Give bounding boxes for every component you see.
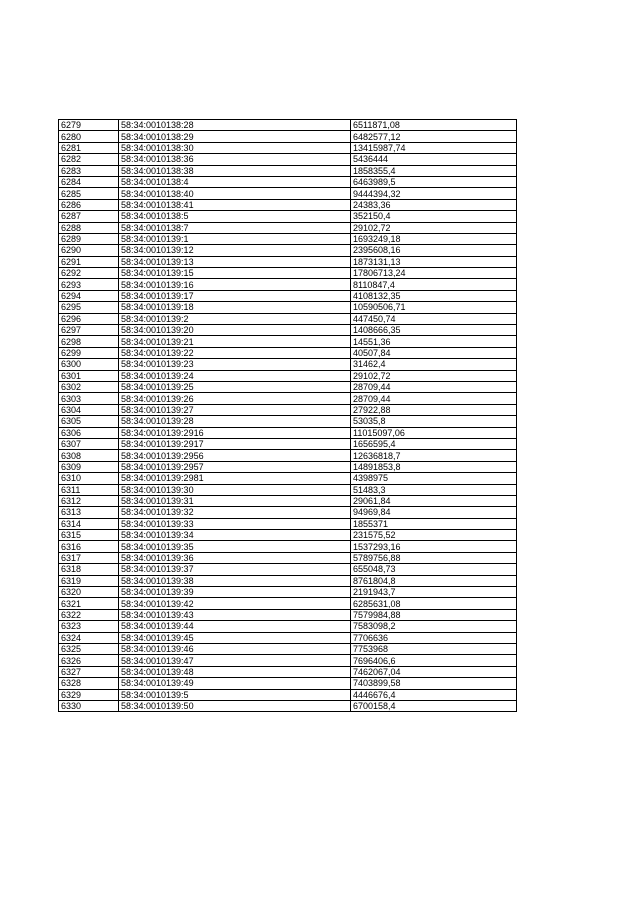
table-row — [59, 393, 517, 404]
table-row — [59, 427, 517, 438]
cadastral-number-cell: 58:34:0010138:28 — [119, 120, 351, 131]
row-number-cell: 6311 — [59, 484, 119, 495]
cadastral-number-cell: 58:34:0010139:45 — [119, 632, 351, 643]
value-cell: 29102,72 — [351, 370, 517, 381]
cadastral-number-cell: 58:34:0010139:49 — [119, 678, 351, 689]
value-cell: 7403899,58 — [351, 678, 517, 689]
table-row — [59, 632, 517, 643]
row-number-cell: 6301 — [59, 370, 119, 381]
table-row — [59, 541, 517, 552]
row-number-cell: 6297 — [59, 325, 119, 336]
table-row — [59, 461, 517, 472]
value-cell: 17806713,24 — [351, 268, 517, 279]
table-row — [59, 643, 517, 654]
table-row — [59, 336, 517, 347]
row-number-cell: 6312 — [59, 495, 119, 506]
value-cell: 10590506,71 — [351, 302, 517, 313]
row-number-cell: 6328 — [59, 678, 119, 689]
value-cell: 1656595,4 — [351, 438, 517, 449]
table-row — [59, 518, 517, 529]
row-number-cell: 6316 — [59, 541, 119, 552]
value-cell: 6482577,12 — [351, 131, 517, 142]
cadastral-number-cell: 58:34:0010139:47 — [119, 655, 351, 666]
row-number-cell: 6319 — [59, 575, 119, 586]
row-number-cell: 6318 — [59, 564, 119, 575]
value-cell: 352150,4 — [351, 211, 517, 222]
value-cell: 7583098,2 — [351, 621, 517, 632]
table-row — [59, 120, 517, 131]
value-cell: 4446676,4 — [351, 689, 517, 700]
cadastral-number-cell: 58:34:0010138:41 — [119, 199, 351, 210]
row-number-cell: 6308 — [59, 450, 119, 461]
row-number-cell: 6314 — [59, 518, 119, 529]
value-cell: 27922,88 — [351, 404, 517, 415]
table-row — [59, 530, 517, 541]
table-row — [59, 370, 517, 381]
row-number-cell: 6325 — [59, 643, 119, 654]
table-row — [59, 268, 517, 279]
table-row — [59, 176, 517, 187]
table-row — [59, 552, 517, 563]
row-number-cell: 6324 — [59, 632, 119, 643]
cadastral-number-cell: 58:34:0010138:40 — [119, 188, 351, 199]
cadastral-number-cell: 58:34:0010139:18 — [119, 302, 351, 313]
table-row — [59, 450, 517, 461]
cadastral-number-cell: 58:34:0010139:39 — [119, 587, 351, 598]
row-number-cell: 6287 — [59, 211, 119, 222]
value-cell: 1537293,16 — [351, 541, 517, 552]
value-cell: 28709,44 — [351, 381, 517, 392]
row-number-cell: 6282 — [59, 154, 119, 165]
value-cell: 14551,36 — [351, 336, 517, 347]
table-row — [59, 416, 517, 427]
table-row — [59, 700, 517, 711]
table-row — [59, 438, 517, 449]
value-cell: 24383,36 — [351, 199, 517, 210]
cadastral-number-cell: 58:34:0010138:7 — [119, 222, 351, 233]
table-row — [59, 404, 517, 415]
cadastral-value-table — [58, 119, 517, 712]
table-body — [59, 120, 517, 712]
cadastral-number-cell: 58:34:0010139:13 — [119, 256, 351, 267]
row-number-cell: 6310 — [59, 473, 119, 484]
row-number-cell: 6321 — [59, 598, 119, 609]
cadastral-number-cell: 58:34:0010139:15 — [119, 268, 351, 279]
cadastral-number-cell: 58:34:0010139:17 — [119, 290, 351, 301]
cadastral-number-cell: 58:34:0010138:5 — [119, 211, 351, 222]
value-cell: 8110847,4 — [351, 279, 517, 290]
value-cell: 655048,73 — [351, 564, 517, 575]
value-cell: 29102,72 — [351, 222, 517, 233]
row-number-cell: 6329 — [59, 689, 119, 700]
value-cell: 9444394,32 — [351, 188, 517, 199]
row-number-cell: 6315 — [59, 530, 119, 541]
table-row — [59, 154, 517, 165]
cadastral-number-cell: 58:34:0010139:42 — [119, 598, 351, 609]
table-row — [59, 279, 517, 290]
row-number-cell: 6286 — [59, 199, 119, 210]
row-number-cell: 6284 — [59, 176, 119, 187]
cadastral-number-cell: 58:34:0010139:44 — [119, 621, 351, 632]
row-number-cell: 6293 — [59, 279, 119, 290]
row-number-cell: 6322 — [59, 609, 119, 620]
table-row — [59, 564, 517, 575]
row-number-cell: 6306 — [59, 427, 119, 438]
value-cell: 14891853,8 — [351, 461, 517, 472]
table-row — [59, 575, 517, 586]
table-row — [59, 245, 517, 256]
table-row — [59, 689, 517, 700]
cadastral-number-cell: 58:34:0010139:2956 — [119, 450, 351, 461]
value-cell: 2395608,16 — [351, 245, 517, 256]
cadastral-number-cell: 58:34:0010139:48 — [119, 666, 351, 677]
row-number-cell: 6304 — [59, 404, 119, 415]
value-cell: 6700158,4 — [351, 700, 517, 711]
cadastral-number-cell: 58:34:0010139:32 — [119, 507, 351, 518]
row-number-cell: 6279 — [59, 120, 119, 131]
row-number-cell: 6303 — [59, 393, 119, 404]
cadastral-number-cell: 58:34:0010139:20 — [119, 325, 351, 336]
value-cell: 31462,4 — [351, 359, 517, 370]
value-cell: 94969,84 — [351, 507, 517, 518]
row-number-cell: 6330 — [59, 700, 119, 711]
table-row — [59, 678, 517, 689]
row-number-cell: 6285 — [59, 188, 119, 199]
row-number-cell: 6281 — [59, 142, 119, 153]
value-cell: 7696406,6 — [351, 655, 517, 666]
table-row — [59, 347, 517, 358]
table-row — [59, 211, 517, 222]
cadastral-number-cell: 58:34:0010139:21 — [119, 336, 351, 347]
cadastral-number-cell: 58:34:0010139:50 — [119, 700, 351, 711]
cadastral-number-cell: 58:34:0010139:30 — [119, 484, 351, 495]
cadastral-number-cell: 58:34:0010139:37 — [119, 564, 351, 575]
cadastral-number-cell: 58:34:0010139:38 — [119, 575, 351, 586]
row-number-cell: 6288 — [59, 222, 119, 233]
cadastral-number-cell: 58:34:0010138:36 — [119, 154, 351, 165]
table-row — [59, 473, 517, 484]
row-number-cell: 6290 — [59, 245, 119, 256]
value-cell: 40507,84 — [351, 347, 517, 358]
cadastral-number-cell: 58:34:0010139:2916 — [119, 427, 351, 438]
table-row — [59, 325, 517, 336]
value-cell: 7462067,04 — [351, 666, 517, 677]
table-row — [59, 609, 517, 620]
value-cell: 11015097,06 — [351, 427, 517, 438]
row-number-cell: 6292 — [59, 268, 119, 279]
table-row — [59, 359, 517, 370]
row-number-cell: 6305 — [59, 416, 119, 427]
value-cell: 6285631,08 — [351, 598, 517, 609]
row-number-cell: 6327 — [59, 666, 119, 677]
value-cell: 4398975 — [351, 473, 517, 484]
value-cell: 8761804,8 — [351, 575, 517, 586]
table-row — [59, 131, 517, 142]
cadastral-number-cell: 58:34:0010139:36 — [119, 552, 351, 563]
cadastral-number-cell: 58:34:0010138:38 — [119, 165, 351, 176]
table-row — [59, 233, 517, 244]
value-cell: 29061,84 — [351, 495, 517, 506]
table-row — [59, 621, 517, 632]
cadastral-number-cell: 58:34:0010139:33 — [119, 518, 351, 529]
cadastral-number-cell: 58:34:0010139:24 — [119, 370, 351, 381]
value-cell: 447450,74 — [351, 313, 517, 324]
value-cell: 7579984,88 — [351, 609, 517, 620]
row-number-cell: 6326 — [59, 655, 119, 666]
value-cell: 1873131,13 — [351, 256, 517, 267]
value-cell: 1855371 — [351, 518, 517, 529]
row-number-cell: 6280 — [59, 131, 119, 142]
cadastral-number-cell: 58:34:0010139:5 — [119, 689, 351, 700]
cadastral-number-cell: 58:34:0010138:4 — [119, 176, 351, 187]
row-number-cell: 6300 — [59, 359, 119, 370]
value-cell: 1858355,4 — [351, 165, 517, 176]
row-number-cell: 6298 — [59, 336, 119, 347]
row-number-cell: 6309 — [59, 461, 119, 472]
row-number-cell: 6307 — [59, 438, 119, 449]
cadastral-number-cell: 58:34:0010138:29 — [119, 131, 351, 142]
row-number-cell: 6313 — [59, 507, 119, 518]
cadastral-number-cell: 58:34:0010139:31 — [119, 495, 351, 506]
value-cell: 1408666,35 — [351, 325, 517, 336]
cadastral-number-cell: 58:34:0010139:34 — [119, 530, 351, 541]
table-row — [59, 655, 517, 666]
table-row — [59, 302, 517, 313]
row-number-cell: 6320 — [59, 587, 119, 598]
value-cell: 13415987,74 — [351, 142, 517, 153]
value-cell: 51483,3 — [351, 484, 517, 495]
cadastral-number-cell: 58:34:0010139:27 — [119, 404, 351, 415]
value-cell: 7753968 — [351, 643, 517, 654]
row-number-cell: 6323 — [59, 621, 119, 632]
table-row — [59, 199, 517, 210]
value-cell: 1693249,18 — [351, 233, 517, 244]
cadastral-number-cell: 58:34:0010139:25 — [119, 381, 351, 392]
cadastral-number-cell: 58:34:0010139:22 — [119, 347, 351, 358]
row-number-cell: 6296 — [59, 313, 119, 324]
cadastral-number-cell: 58:34:0010139:46 — [119, 643, 351, 654]
table-row — [59, 598, 517, 609]
value-cell: 2191943,7 — [351, 587, 517, 598]
value-cell: 5789756,88 — [351, 552, 517, 563]
table-row — [59, 222, 517, 233]
table-row — [59, 381, 517, 392]
table-row — [59, 313, 517, 324]
table-row — [59, 484, 517, 495]
table-row — [59, 256, 517, 267]
cadastral-number-cell: 58:34:0010139:2957 — [119, 461, 351, 472]
value-cell: 7706636 — [351, 632, 517, 643]
table-row — [59, 188, 517, 199]
table-row — [59, 165, 517, 176]
cadastral-number-cell: 58:34:0010139:28 — [119, 416, 351, 427]
row-number-cell: 6295 — [59, 302, 119, 313]
table-row — [59, 507, 517, 518]
table-row — [59, 666, 517, 677]
cadastral-number-cell: 58:34:0010139:2981 — [119, 473, 351, 484]
row-number-cell: 6294 — [59, 290, 119, 301]
value-cell: 4108132,35 — [351, 290, 517, 301]
cadastral-number-cell: 58:34:0010139:12 — [119, 245, 351, 256]
row-number-cell: 6299 — [59, 347, 119, 358]
cadastral-number-cell: 58:34:0010139:16 — [119, 279, 351, 290]
cadastral-number-cell: 58:34:0010139:2917 — [119, 438, 351, 449]
table-row — [59, 290, 517, 301]
value-cell: 5436444 — [351, 154, 517, 165]
value-cell: 53035,8 — [351, 416, 517, 427]
cadastral-number-cell: 58:34:0010139:26 — [119, 393, 351, 404]
value-cell: 6463989,5 — [351, 176, 517, 187]
table-row — [59, 142, 517, 153]
table-row — [59, 495, 517, 506]
cadastral-number-cell: 58:34:0010139:23 — [119, 359, 351, 370]
row-number-cell: 6302 — [59, 381, 119, 392]
cadastral-number-cell: 58:34:0010138:30 — [119, 142, 351, 153]
table-row — [59, 587, 517, 598]
value-cell: 28709,44 — [351, 393, 517, 404]
row-number-cell: 6317 — [59, 552, 119, 563]
value-cell: 231575,52 — [351, 530, 517, 541]
cadastral-number-cell: 58:34:0010139:2 — [119, 313, 351, 324]
value-cell: 6511871,08 — [351, 120, 517, 131]
cadastral-number-cell: 58:34:0010139:43 — [119, 609, 351, 620]
cadastral-number-cell: 58:34:0010139:35 — [119, 541, 351, 552]
value-cell: 12636818,7 — [351, 450, 517, 461]
cadastral-number-cell: 58:34:0010139:1 — [119, 233, 351, 244]
row-number-cell: 6289 — [59, 233, 119, 244]
row-number-cell: 6283 — [59, 165, 119, 176]
row-number-cell: 6291 — [59, 256, 119, 267]
